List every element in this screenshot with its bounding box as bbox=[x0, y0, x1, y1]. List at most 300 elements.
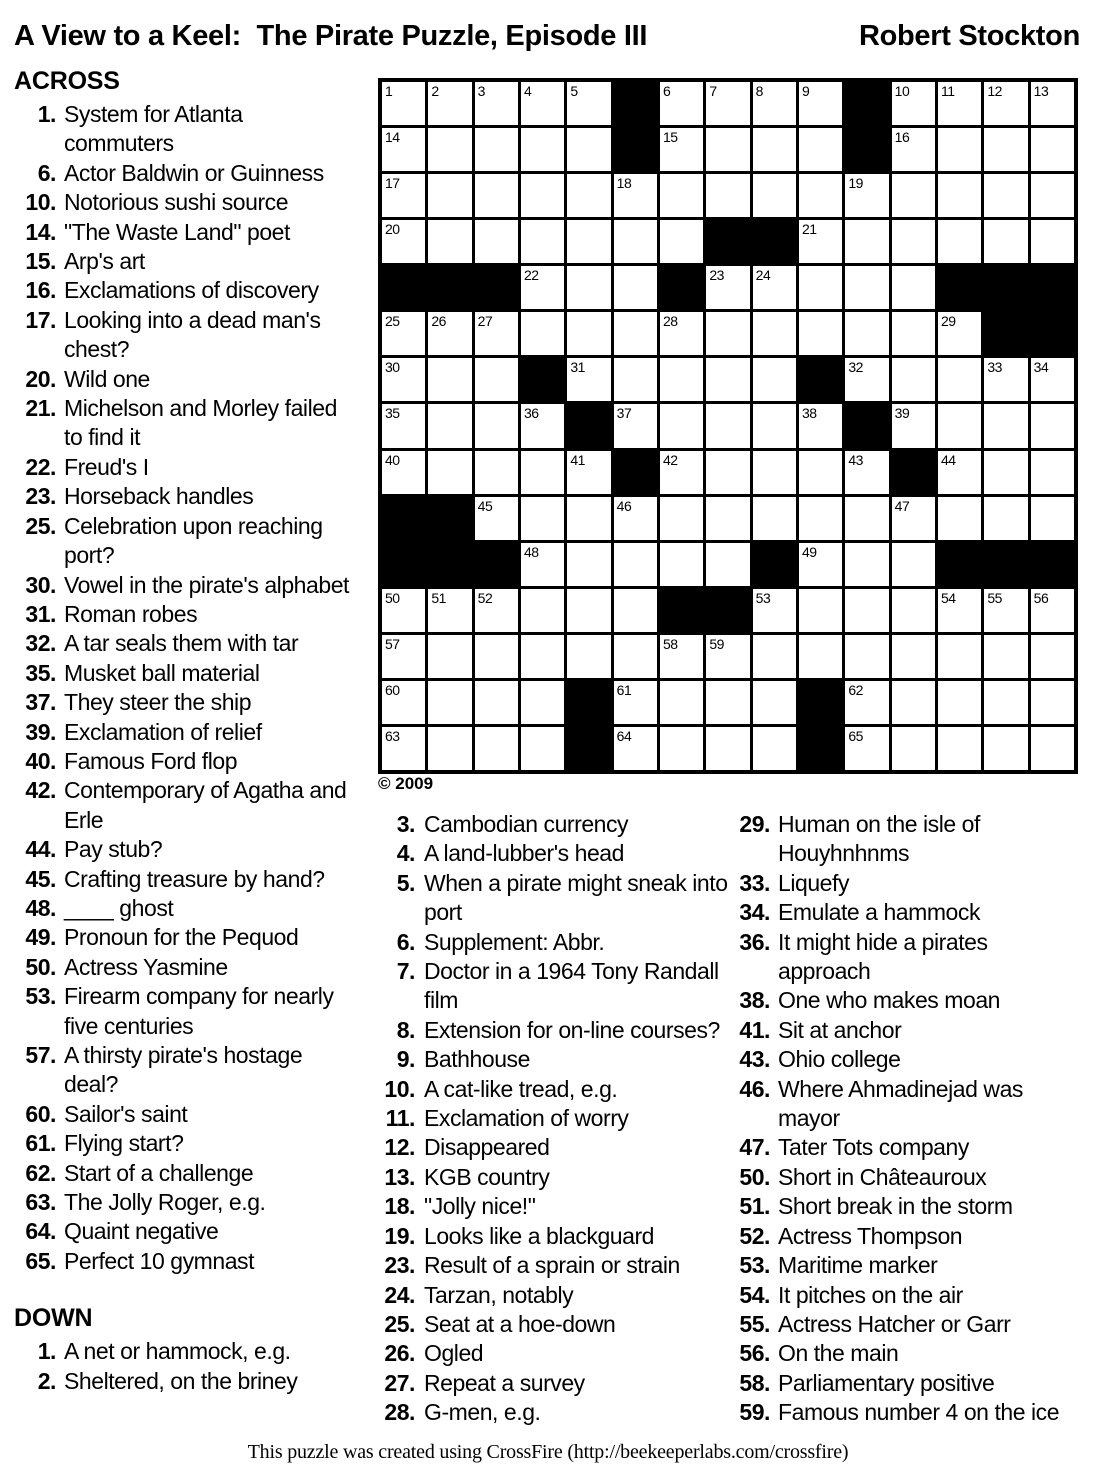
grid-cell[interactable] bbox=[706, 174, 749, 217]
grid-cell[interactable] bbox=[660, 358, 703, 401]
down-clue-list-middle bbox=[384, 810, 736, 1428]
grid-cell[interactable] bbox=[614, 497, 657, 540]
grid-cell[interactable] bbox=[1031, 404, 1074, 447]
grid-cell-black bbox=[845, 82, 888, 125]
clue-text: Short in Châteauroux bbox=[778, 1163, 987, 1190]
grid-cell[interactable] bbox=[892, 404, 935, 447]
clue-number: 8. bbox=[396, 1016, 415, 1043]
clue-text: Roman robes bbox=[64, 600, 198, 627]
grid-cell[interactable] bbox=[567, 358, 610, 401]
grid-cell[interactable] bbox=[753, 635, 796, 678]
grid-cell[interactable] bbox=[753, 312, 796, 355]
grid-cell[interactable] bbox=[706, 404, 749, 447]
down-clue-list-right bbox=[730, 810, 1062, 1428]
grid-cell[interactable] bbox=[753, 266, 796, 309]
grid-cell[interactable] bbox=[428, 220, 471, 263]
clue-16 bbox=[14, 276, 358, 305]
grid-cell[interactable] bbox=[428, 174, 471, 217]
grid-cell[interactable] bbox=[706, 266, 749, 309]
grid-cell[interactable] bbox=[660, 727, 703, 770]
grid-cell[interactable] bbox=[475, 128, 518, 171]
grid-cell[interactable] bbox=[799, 220, 842, 263]
grid-cell[interactable] bbox=[938, 128, 981, 171]
grid-cell[interactable] bbox=[567, 312, 610, 355]
grid-cell[interactable] bbox=[475, 174, 518, 217]
grid-cell-black bbox=[567, 404, 610, 447]
grid-cell[interactable] bbox=[938, 404, 981, 447]
clue-37 bbox=[14, 688, 358, 717]
clue-text: Where Ahmadinejad was mayor bbox=[778, 1075, 1023, 1132]
grid-cell[interactable] bbox=[1031, 497, 1074, 540]
grid-cell[interactable] bbox=[706, 727, 749, 770]
grid-cell[interactable] bbox=[892, 174, 935, 217]
grid-cell[interactable] bbox=[382, 220, 425, 263]
grid-cell[interactable] bbox=[938, 497, 981, 540]
grid-cell[interactable] bbox=[799, 82, 842, 125]
clue-number: 59. bbox=[739, 1399, 770, 1426]
clue-number: 54. bbox=[739, 1281, 770, 1308]
clue-51 bbox=[730, 1192, 1062, 1221]
grid-cell[interactable] bbox=[614, 681, 657, 724]
grid-cell[interactable] bbox=[938, 174, 981, 217]
grid-cell[interactable] bbox=[1031, 681, 1074, 724]
clue-text: On the main bbox=[778, 1340, 899, 1367]
grid-cell[interactable] bbox=[475, 681, 518, 724]
grid-cell[interactable] bbox=[984, 174, 1027, 217]
grid-cell[interactable] bbox=[567, 589, 610, 632]
grid-cell[interactable] bbox=[382, 312, 425, 355]
grid-cell[interactable] bbox=[706, 82, 749, 125]
clue-number: 35. bbox=[25, 659, 56, 686]
grid-cell[interactable] bbox=[892, 220, 935, 263]
grid-cell[interactable] bbox=[521, 727, 564, 770]
clue-number: 43. bbox=[739, 1046, 770, 1073]
clue-text: Sheltered, on the briney bbox=[64, 1367, 298, 1394]
grid-cell[interactable] bbox=[753, 358, 796, 401]
grid-cell[interactable] bbox=[706, 681, 749, 724]
grid-cell[interactable] bbox=[428, 404, 471, 447]
grid-cell[interactable] bbox=[428, 82, 471, 125]
grid-cell[interactable] bbox=[1031, 358, 1074, 401]
grid-cell[interactable] bbox=[521, 404, 564, 447]
grid-cell[interactable] bbox=[521, 312, 564, 355]
grid-cell[interactable] bbox=[938, 220, 981, 263]
clue-text: Bathhouse bbox=[424, 1046, 530, 1073]
grid-cell[interactable] bbox=[845, 635, 888, 678]
grid-cell[interactable] bbox=[845, 543, 888, 586]
grid-cell[interactable] bbox=[1031, 174, 1074, 217]
clue-number: 16. bbox=[25, 277, 56, 304]
grid-cell[interactable] bbox=[475, 635, 518, 678]
grid-cell[interactable] bbox=[614, 589, 657, 632]
clue-number: 37. bbox=[25, 689, 56, 716]
grid-cell[interactable] bbox=[614, 543, 657, 586]
grid-cell[interactable] bbox=[521, 589, 564, 632]
clue-text: It pitches on the air bbox=[778, 1281, 963, 1308]
grid-cell[interactable] bbox=[1031, 220, 1074, 263]
clue-20 bbox=[14, 365, 358, 394]
grid-cell[interactable] bbox=[475, 312, 518, 355]
clue-number: 20. bbox=[25, 365, 56, 392]
grid-cell[interactable] bbox=[845, 727, 888, 770]
clue-text: Firearm company for nearly five centuries bbox=[64, 983, 334, 1039]
clue-text: Seat at a hoe-down bbox=[424, 1310, 616, 1337]
cell-number: 16 bbox=[894, 129, 910, 146]
grid-cell[interactable] bbox=[799, 312, 842, 355]
grid-cell[interactable] bbox=[521, 635, 564, 678]
grid-cell[interactable] bbox=[938, 589, 981, 632]
cell-number: 19 bbox=[848, 175, 863, 192]
grid-cell[interactable] bbox=[984, 681, 1027, 724]
grid-cell[interactable] bbox=[614, 404, 657, 447]
clue-number: 6. bbox=[396, 928, 415, 955]
grid-cell[interactable] bbox=[521, 82, 564, 125]
grid-cell-black bbox=[753, 543, 796, 586]
grid-cell[interactable] bbox=[382, 82, 425, 125]
cell-number: 29 bbox=[940, 313, 956, 330]
grid-cell[interactable] bbox=[660, 681, 703, 724]
cell-number: 65 bbox=[848, 727, 863, 744]
grid-cell[interactable] bbox=[428, 451, 471, 494]
grid-cell[interactable] bbox=[892, 358, 935, 401]
grid-cell[interactable] bbox=[660, 128, 703, 171]
clue-number: 19. bbox=[384, 1222, 415, 1249]
grid-cell-black bbox=[799, 681, 842, 724]
clue-text: Notorious sushi source bbox=[64, 189, 289, 216]
cell-number: 15 bbox=[662, 129, 678, 146]
grid-cell[interactable] bbox=[1031, 128, 1074, 171]
grid-cell[interactable] bbox=[660, 543, 703, 586]
grid-cell[interactable] bbox=[428, 358, 471, 401]
grid-cell[interactable] bbox=[753, 497, 796, 540]
grid-cell-black bbox=[984, 543, 1027, 586]
grid-cell[interactable] bbox=[984, 220, 1027, 263]
grid-cell[interactable] bbox=[799, 128, 842, 171]
clue-text: Exclamation of relief bbox=[64, 718, 262, 745]
clue-61 bbox=[14, 1129, 358, 1158]
clue-number: 34. bbox=[739, 899, 770, 926]
grid-cell[interactable] bbox=[845, 681, 888, 724]
grid-cell-black bbox=[382, 497, 425, 540]
grid-cell[interactable] bbox=[938, 635, 981, 678]
grid-cell[interactable] bbox=[984, 451, 1027, 494]
grid-cell[interactable] bbox=[475, 358, 518, 401]
clue-number: 56. bbox=[739, 1340, 770, 1367]
grid-cell[interactable] bbox=[1031, 82, 1074, 125]
clue-text: A tar seals them with tar bbox=[64, 630, 299, 657]
clue-text: Ohio college bbox=[778, 1046, 901, 1073]
clue-number: 1. bbox=[37, 101, 56, 127]
clue-text: Exclamation of worry bbox=[424, 1105, 629, 1132]
clue-number: 53. bbox=[739, 1252, 770, 1279]
grid-cell[interactable] bbox=[799, 174, 842, 217]
grid-cell[interactable] bbox=[799, 497, 842, 540]
grid-cell[interactable] bbox=[614, 312, 657, 355]
page-title: A View to a Keel: The Pirate Puzzle, Episode III bbox=[14, 20, 648, 52]
grid-cell[interactable] bbox=[521, 220, 564, 263]
grid-cell[interactable] bbox=[382, 727, 425, 770]
clue-number: 64. bbox=[25, 1218, 56, 1245]
grid-cell[interactable] bbox=[706, 358, 749, 401]
cell-number: 26 bbox=[431, 313, 446, 330]
grid-cell-black bbox=[382, 266, 425, 309]
clue-36 bbox=[730, 928, 1062, 987]
grid-cell[interactable] bbox=[938, 451, 981, 494]
grid-cell[interactable] bbox=[382, 174, 425, 217]
grid-cell[interactable] bbox=[521, 128, 564, 171]
grid-cell[interactable] bbox=[892, 128, 935, 171]
clue-number: 63. bbox=[25, 1189, 56, 1216]
clue-column-left bbox=[14, 66, 358, 1396]
grid-cell[interactable] bbox=[428, 635, 471, 678]
grid-cell[interactable] bbox=[984, 82, 1027, 125]
grid-cell[interactable] bbox=[382, 589, 425, 632]
grid-cell[interactable] bbox=[614, 266, 657, 309]
grid-cell-black bbox=[475, 266, 518, 309]
grid-cell[interactable] bbox=[938, 681, 981, 724]
clue-text: Pay stub? bbox=[64, 836, 163, 863]
cell-number: 45 bbox=[477, 497, 493, 514]
clue-number: 23. bbox=[25, 483, 56, 510]
clue-28 bbox=[384, 1398, 736, 1427]
clue-text: A thirsty pirate's hostage deal? bbox=[64, 1042, 303, 1098]
grid-cell-black bbox=[614, 82, 657, 125]
cell-number: 12 bbox=[987, 83, 1002, 99]
clue-number: 9. bbox=[396, 1046, 415, 1073]
clue-text: Emulate a hammock bbox=[778, 899, 980, 926]
grid-cell[interactable] bbox=[938, 312, 981, 355]
grid-cell[interactable] bbox=[475, 497, 518, 540]
grid-cell[interactable] bbox=[892, 589, 935, 632]
grid-cell[interactable] bbox=[753, 82, 796, 125]
grid-cell[interactable] bbox=[984, 589, 1027, 632]
grid-cell[interactable] bbox=[706, 543, 749, 586]
across-clue-list bbox=[14, 100, 358, 1276]
grid-cell[interactable] bbox=[938, 358, 981, 401]
grid-cell[interactable] bbox=[475, 82, 518, 125]
grid-cell[interactable] bbox=[984, 358, 1027, 401]
clue-26 bbox=[384, 1339, 736, 1368]
grid-cell[interactable] bbox=[845, 312, 888, 355]
grid-cell[interactable] bbox=[984, 727, 1027, 770]
grid-cell[interactable] bbox=[706, 451, 749, 494]
cell-number: 40 bbox=[385, 451, 400, 468]
grid-cell[interactable] bbox=[799, 543, 842, 586]
clue-48 bbox=[14, 894, 358, 923]
grid-cell[interactable] bbox=[799, 589, 842, 632]
grid-cell[interactable] bbox=[567, 635, 610, 678]
cell-number: 31 bbox=[570, 359, 585, 376]
grid-cell[interactable] bbox=[428, 312, 471, 355]
grid-cell[interactable] bbox=[614, 358, 657, 401]
grid-cell[interactable] bbox=[567, 451, 610, 494]
grid-cell[interactable] bbox=[660, 220, 703, 263]
grid-cell[interactable] bbox=[892, 266, 935, 309]
clue-56 bbox=[730, 1339, 1062, 1368]
cell-number: 17 bbox=[385, 175, 400, 192]
cell-number: 52 bbox=[477, 589, 493, 606]
grid-cell[interactable] bbox=[475, 404, 518, 447]
grid-cell-black bbox=[428, 543, 471, 586]
clue-35 bbox=[14, 659, 358, 688]
grid-cell[interactable] bbox=[428, 681, 471, 724]
grid-cell[interactable] bbox=[753, 451, 796, 494]
grid-cell[interactable] bbox=[475, 727, 518, 770]
grid-cell[interactable] bbox=[521, 174, 564, 217]
clue-text: One who makes moan bbox=[778, 987, 1001, 1014]
grid-cell[interactable] bbox=[660, 635, 703, 678]
grid-cell[interactable] bbox=[984, 404, 1027, 447]
clue-text: Tater Tots company bbox=[778, 1134, 969, 1161]
grid-cell[interactable] bbox=[382, 635, 425, 678]
clue-number: 28. bbox=[384, 1399, 415, 1426]
grid-cell[interactable] bbox=[382, 358, 425, 401]
grid-cell[interactable] bbox=[984, 497, 1027, 540]
clue-number: 22. bbox=[25, 453, 56, 480]
clue-46 bbox=[730, 1075, 1062, 1134]
grid-cell[interactable] bbox=[845, 451, 888, 494]
clue-number: 27. bbox=[384, 1369, 415, 1396]
grid-cell[interactable] bbox=[614, 635, 657, 678]
grid-cell[interactable] bbox=[521, 266, 564, 309]
grid-cell[interactable] bbox=[706, 128, 749, 171]
clue-number: 48. bbox=[25, 894, 56, 921]
clue-number: 52. bbox=[739, 1222, 770, 1249]
grid-cell-black bbox=[984, 266, 1027, 309]
grid-cell[interactable] bbox=[660, 82, 703, 125]
grid-cell[interactable] bbox=[660, 312, 703, 355]
clue-3 bbox=[384, 810, 736, 839]
clue-number: 1. bbox=[37, 1338, 56, 1365]
grid-cell[interactable] bbox=[1031, 635, 1074, 678]
clue-number: 49. bbox=[25, 924, 56, 951]
clue-number: 25. bbox=[25, 512, 56, 539]
grid-cell[interactable] bbox=[892, 681, 935, 724]
grid-cell[interactable] bbox=[892, 727, 935, 770]
grid-cell[interactable] bbox=[521, 497, 564, 540]
cell-number: 46 bbox=[616, 497, 632, 514]
grid-cell[interactable] bbox=[753, 128, 796, 171]
grid-cell[interactable] bbox=[845, 358, 888, 401]
clue-number: 12. bbox=[384, 1134, 415, 1161]
grid-cell[interactable] bbox=[845, 589, 888, 632]
grid-cell[interactable] bbox=[706, 497, 749, 540]
grid-cell[interactable] bbox=[614, 174, 657, 217]
clue-text: Sailor's saint bbox=[64, 1100, 188, 1127]
grid-cell[interactable] bbox=[475, 589, 518, 632]
clue-text: They steer the ship bbox=[64, 689, 252, 716]
grid-cell[interactable] bbox=[428, 727, 471, 770]
grid-cell[interactable] bbox=[567, 220, 610, 263]
cell-number: 3 bbox=[477, 83, 485, 99]
grid-cell[interactable] bbox=[845, 266, 888, 309]
grid-cell[interactable] bbox=[799, 635, 842, 678]
grid-cell[interactable] bbox=[567, 543, 610, 586]
grid-cell-black bbox=[1031, 266, 1074, 309]
grid-cell[interactable] bbox=[660, 174, 703, 217]
grid-cell[interactable] bbox=[567, 82, 610, 125]
grid-cell[interactable] bbox=[706, 312, 749, 355]
grid-cell[interactable] bbox=[567, 266, 610, 309]
grid-cell[interactable] bbox=[614, 727, 657, 770]
clue-number: 10. bbox=[25, 189, 56, 216]
grid-cell[interactable] bbox=[984, 128, 1027, 171]
grid-cell[interactable] bbox=[660, 451, 703, 494]
footer-credit: This puzzle was created using CrossFire (http://beekeeperlabs.com/crossfire) bbox=[247, 1441, 849, 1463]
grid-cell[interactable] bbox=[567, 128, 610, 171]
grid-cell[interactable] bbox=[1031, 451, 1074, 494]
grid-cell[interactable] bbox=[892, 497, 935, 540]
grid-cell[interactable] bbox=[845, 220, 888, 263]
grid-cell[interactable] bbox=[382, 451, 425, 494]
clue-number: 3. bbox=[396, 811, 415, 837]
grid-cell[interactable] bbox=[845, 174, 888, 217]
grid-cell[interactable] bbox=[799, 404, 842, 447]
grid-cell[interactable] bbox=[1031, 727, 1074, 770]
grid-cell[interactable] bbox=[845, 497, 888, 540]
grid-cell[interactable] bbox=[567, 497, 610, 540]
grid-cell[interactable] bbox=[428, 128, 471, 171]
grid-cell[interactable] bbox=[382, 404, 425, 447]
grid-cell[interactable] bbox=[567, 174, 610, 217]
clue-number: 2. bbox=[37, 1367, 56, 1394]
grid-cell[interactable] bbox=[753, 681, 796, 724]
grid-cell[interactable] bbox=[753, 727, 796, 770]
grid-cell[interactable] bbox=[892, 543, 935, 586]
grid-cell[interactable] bbox=[660, 497, 703, 540]
clue-64 bbox=[14, 1217, 358, 1246]
clue-text: Ogled bbox=[424, 1340, 484, 1367]
clue-55 bbox=[730, 1310, 1062, 1339]
clue-13 bbox=[384, 1163, 736, 1192]
grid-cell[interactable] bbox=[938, 82, 981, 125]
clue-text: Cambodian currency bbox=[424, 811, 629, 837]
grid-cell[interactable] bbox=[984, 635, 1027, 678]
grid-cell[interactable] bbox=[892, 82, 935, 125]
grid-cell[interactable] bbox=[753, 589, 796, 632]
cell-number: 54 bbox=[940, 589, 956, 606]
grid-cell[interactable] bbox=[475, 220, 518, 263]
clue-14 bbox=[14, 218, 358, 247]
grid-cell[interactable] bbox=[382, 681, 425, 724]
grid-cell[interactable] bbox=[799, 451, 842, 494]
grid-cell[interactable] bbox=[799, 266, 842, 309]
grid-cell[interactable] bbox=[428, 589, 471, 632]
clue-text: Supplement: Abbr. bbox=[424, 928, 605, 955]
grid-cell[interactable] bbox=[753, 174, 796, 217]
grid-cell[interactable] bbox=[521, 681, 564, 724]
grid-cell[interactable] bbox=[475, 451, 518, 494]
grid-cell[interactable] bbox=[1031, 589, 1074, 632]
grid-cell[interactable] bbox=[614, 220, 657, 263]
grid-cell[interactable] bbox=[521, 451, 564, 494]
clue-number: 10. bbox=[384, 1075, 415, 1102]
clue-number: 60. bbox=[25, 1100, 56, 1127]
grid-cell[interactable] bbox=[753, 404, 796, 447]
grid-cell-black bbox=[845, 404, 888, 447]
grid-cell[interactable] bbox=[382, 128, 425, 171]
clue-text: Exclamations of discovery bbox=[64, 277, 319, 304]
grid-cell[interactable] bbox=[892, 312, 935, 355]
grid-cell[interactable] bbox=[892, 635, 935, 678]
clue-53 bbox=[730, 1251, 1062, 1280]
grid-cell[interactable] bbox=[521, 543, 564, 586]
grid-cell[interactable] bbox=[660, 404, 703, 447]
grid-cell[interactable] bbox=[706, 635, 749, 678]
clue-number: 31. bbox=[25, 600, 56, 627]
clue-27 bbox=[384, 1369, 736, 1398]
grid-cell[interactable] bbox=[938, 727, 981, 770]
